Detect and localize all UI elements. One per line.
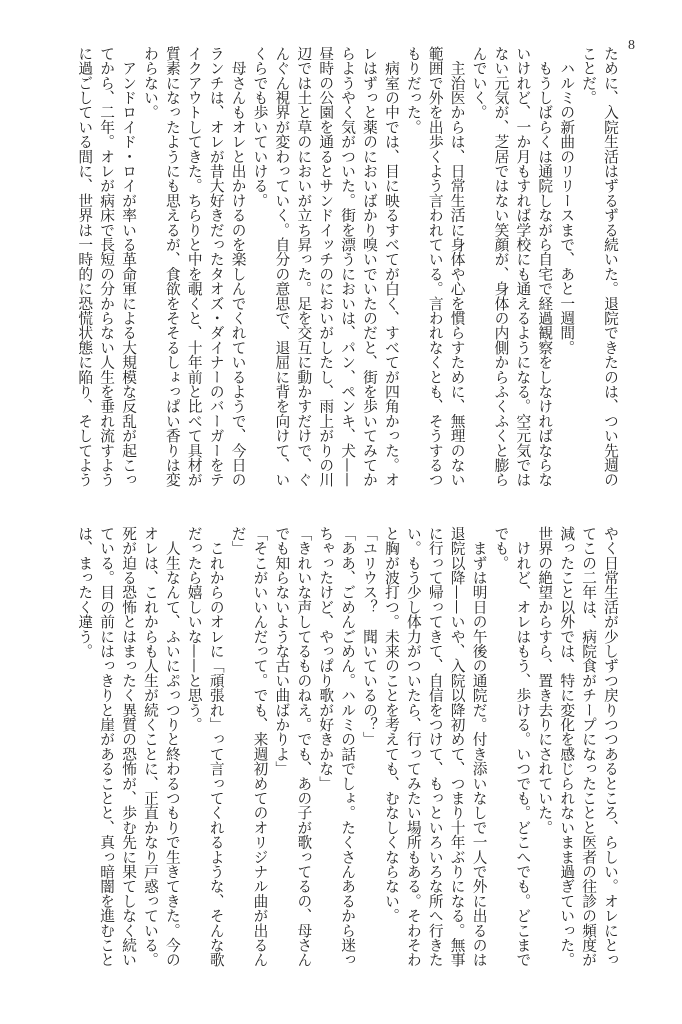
text-line: い。もう少し体力がついたら、行ってみたい場所もある。そわそわ (404, 526, 422, 967)
text-line: オレは、これからも人生が続くことに、正直かなり戸惑っている。 (141, 526, 159, 967)
text-line: 減ったこと以外では、特に変化を感じられないまま過ぎていった。 (558, 526, 576, 967)
text-line: らようやく気がついた。街を漂うにおいは、パン、ペンキ、犬—— (339, 46, 357, 487)
text-line: 主治医からは、日常生活に身体や心を慣らすために、無理のない (448, 46, 466, 487)
text-line: でも。 (492, 526, 510, 571)
text-line: まずは明日の午後の通院だ。付き添いなしで一人で外に出るのは (470, 526, 488, 967)
text-line: わらない。 (141, 46, 159, 120)
text-line: レはずっと薬のにおいばかり嗅いでいたのだと、街を歩いてみてか (361, 46, 379, 487)
text-line: ランチは、オレが昔大好きだったタオズ・ダイナーのバーガーをテ (207, 46, 225, 487)
text-line: 母さんもオレと出かけるのを楽しんでくれているようで、今日の (229, 46, 247, 487)
text-line: けれど、オレはもう、歩ける。いつでも。どこへでも。どこまで (514, 526, 532, 967)
text-line: ている。目の前にはっきりと崖があることと、真っ暗闇を進むこと (98, 526, 116, 967)
text-line: 病室の中では、目に映るすべてが白く、すべてが四角かった。オ (382, 46, 400, 487)
text-line: だったら嬉しいな——と思う。 (185, 526, 203, 732)
text-line: 「そこがいいんだって。でも、来週初めてのオリジナル曲が出るん (251, 526, 269, 967)
text-line: 人生なんて、ふいにぷっつりと終わるつもりで生きてきた。今の (163, 526, 181, 967)
text-line: くらでも歩いていける。 (251, 46, 269, 208)
text-line: 「ああ、ごめんごめん。ハルミの話でしょ。たくさんあるから迷っ (339, 526, 357, 967)
text-line: 死が迫る恐怖とはまったく異質の恐怖が、歩む先に果てしなく続い (120, 526, 138, 967)
text-block-bottom (73, 526, 621, 972)
page-number: 8 (628, 38, 635, 53)
text-line: ハルミの新曲のリリースまで、あと一週間。 (558, 46, 576, 355)
text-line: だ」 (229, 526, 247, 556)
text-line: 「ユリウス？ 聞いているの？」 (361, 526, 379, 747)
text-line: やく日常生活が少しずつ戻りつつあるところ、らしい。オレにとっ (602, 526, 619, 967)
text-line: もうしばらくは通院しながら自宅で経過観察をしなければならな (536, 46, 554, 487)
text-line: ちゃったけど、やっぱり歌が好きかな」 (317, 526, 335, 791)
text-line: これからのオレに「頑張れ」って言ってくれるような、そんな歌 (207, 526, 225, 967)
text-line: と胸が波打つ。未来のことを考えても、むなしくならない。 (382, 526, 400, 923)
text-line: んでいく。 (470, 46, 488, 120)
text-line: 世界の絶望からすら、置き去りにされていた。 (536, 526, 554, 835)
text-line: ない元気が、芝居ではない笑顔が、身体の内側からふくふくと膨ら (492, 46, 510, 487)
text-line: もりだった。 (404, 46, 422, 135)
text-line: んぐん視界が変わっていく。自分の意思で、退屈に背を向けて、い (273, 46, 291, 487)
text-line: イクアウトしてきた。ちらりと中を覗くと、十年前と比べて具材が (185, 46, 203, 487)
text-line: ために、入院生活はずるずる続いた。退院できたのは、つい先週の (602, 46, 619, 487)
text-line: は、まったく違う。 (76, 526, 94, 659)
text-line: いけれど、一か月もすれば学校にも通えるようになる。空元気では (514, 46, 532, 487)
text-line: 辺では土と草のにおいが立ち昇った。足を交互に動かすだけで、ぐ (295, 46, 313, 487)
text-line: 範囲で外を出歩くよう言われている。言われなくとも、そうするつ (426, 46, 444, 487)
text-line: アンドロイド・ロイが率いる革命軍による大規模な反乱が起こっ (120, 46, 138, 487)
text-line: 退院以降——いや、入院以降初めて、つまり十年ぶりになる。無事 (448, 526, 466, 967)
text-line: 質素になったようにも思えるが、食欲をそそるしょっぱい香りは変 (163, 46, 181, 487)
text-line: に過ごしている間に、世界は一時的に恐慌状態に陥り、そしてよう (76, 46, 94, 487)
text-line: てこの二年は、病院食がチープになったことと医者の往診の頻度が (580, 526, 598, 967)
text-line: 昼時の公園を通るとサンドイッチのにおいがしたし、雨上がりの川 (317, 46, 335, 487)
text-block-top (73, 46, 621, 492)
text-line: てから、二年。オレが病床で長短の分からない人生を垂れ流すよう (98, 46, 116, 487)
text-line: に行って帰ってきて、自信をつけて、もっといろいろな所へ行きた (426, 526, 444, 967)
text-line: 「きれいな声してるものねえ。でも、あの子が歌ってるの、母さん (295, 526, 313, 967)
text-line: ことだ。 (580, 46, 598, 105)
text-line: でも知らないような古い曲ばかりよ」 (273, 526, 291, 776)
